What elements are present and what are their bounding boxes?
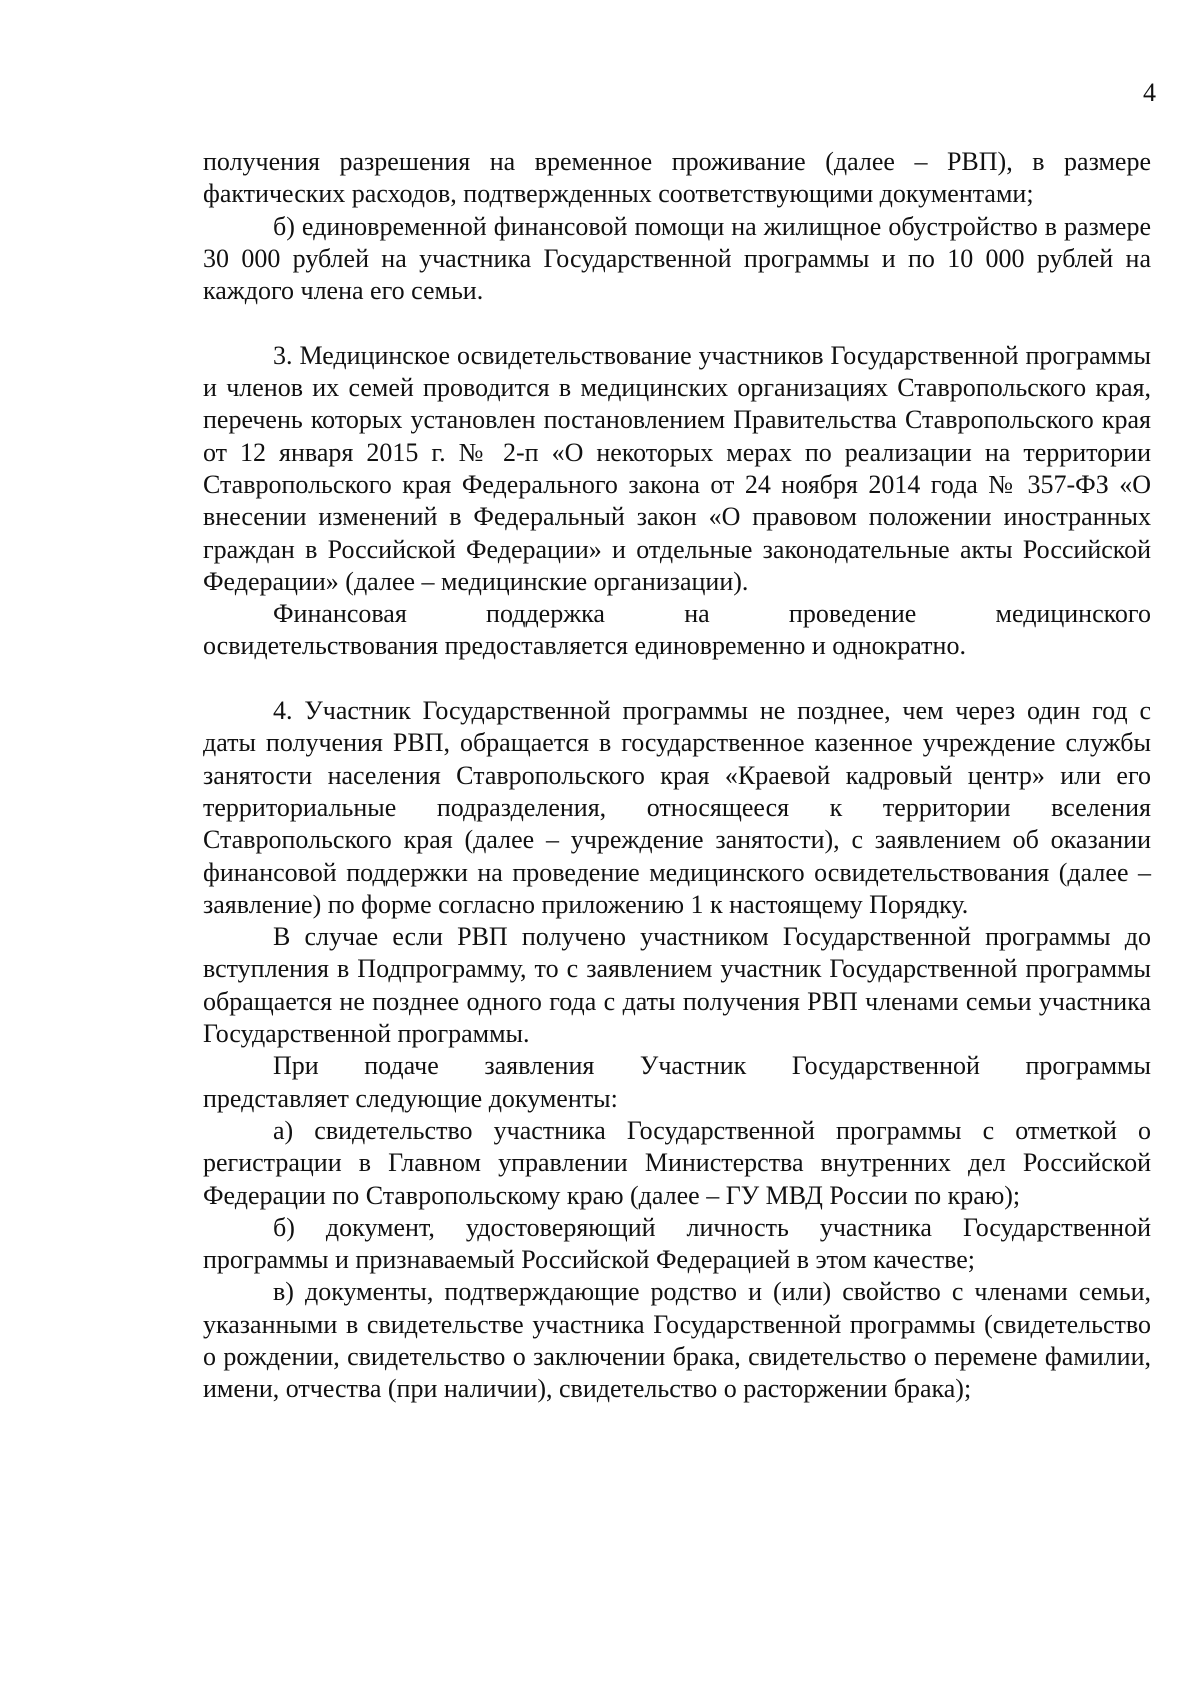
word: поддержка xyxy=(486,599,605,629)
paragraph-documents-intro-rest: представляет следующие документы: xyxy=(203,1083,618,1113)
paragraph-item-b-identity-document: б) документ, удостоверяющий личность участника Государственной программы и признаваемый Российской Федерацией в этом качестве; xyxy=(203,1212,1151,1275)
paragraph-section-4-application: 4. Участник Государственной программы не позднее, чем через один год с даты получения РВП, обращается в государственное казенное учреждение службы занятости населения Ставропольского края «Краевой кадровый центр» или его территориальные подразделения, относящееся к территории вселения Ставропольского края (далее – учреждение занятости), с заявлением об оказании финансовой поддержки на проведение медицинского освидетельствования (далее – заявление) по форме согласно приложению 1 к настоящему Порядку. xyxy=(203,696,1151,919)
paragraph-item-b-housing-aid: б) единовременной финансовой помощи на жилищное обустройство в размере 30 000 рублей на участника Государственной программы и по 10 000 рублей на каждого члена его семьи. xyxy=(203,211,1151,306)
paragraph-section-3-medical-exam: 3. Медицинское освидетельствование участников Государственной программы и членов их семей проводится в медицинских организациях Ставропольского края, перечень которых установлен постановлением Правительства Ставропольского края от 12 января 2015 г. № 2-п «О некоторых мерах по реализации на территории Ставропольского края Федерального закона от 24 ноября 2014 года № 357-ФЗ «О внесении изменений в Федеральный закон «О правовом положении иностранных граждан в Российской Федерации» и отдельные законодательные акты Российской Федерации» (далее – медицинские организации). xyxy=(203,340,1151,596)
word: Финансовая xyxy=(273,599,407,629)
word: заявления xyxy=(484,1051,595,1081)
word: При xyxy=(273,1051,319,1081)
paragraph-gap xyxy=(203,663,1151,695)
document-body xyxy=(203,146,1151,1406)
paragraph-rvp-before-subprogram: В случае если РВП получено участником Государственной программы до вступления в Подпрограмму, то с заявлением участник Государственной программы обращается не позднее одного года с даты получения РВП членами семьи участника Государственной программы. xyxy=(203,922,1151,1049)
word: программы xyxy=(1025,1051,1151,1081)
word: медицинского xyxy=(995,599,1151,629)
paragraph-financial-support-rest: освидетельствования предоставляется единовременно и однократно. xyxy=(203,631,966,661)
word: Участник xyxy=(639,1051,747,1081)
word: на xyxy=(684,599,710,629)
paragraph-documents-intro-line xyxy=(203,1050,1151,1082)
page-number: 4 xyxy=(1143,78,1156,107)
paragraph-gap xyxy=(203,307,1151,339)
word: подаче xyxy=(364,1051,439,1081)
paragraph-item-a-certificate: а) свидетельство участника Государственной программы с отметкой о регистрации в Главном управлении Министерства внутренних дел Российской Федерации по Ставропольскому краю (далее – ГУ МВД России по краю); xyxy=(203,1115,1151,1210)
paragraph-item-v-kinship-documents: в) документы, подтверждающие родство и (или) свойство с членами семьи, указанными в свидетельстве участника Государственной программы (свидетельство о рождении, свидетельство о заключении брака, свидетельство о перемене фамилии, имени, отчества (при наличии), свидетельство о расторжении брака); xyxy=(203,1277,1151,1404)
paragraph-financial-support-line xyxy=(203,598,1151,630)
word: проведение xyxy=(788,599,917,629)
paragraph-rvp-continuation: получения разрешения на временное проживание (далее – РВП), в размере фактических расходов, подтвержденных соответствующими документами; xyxy=(203,147,1151,209)
word: Государственной xyxy=(791,1051,980,1081)
